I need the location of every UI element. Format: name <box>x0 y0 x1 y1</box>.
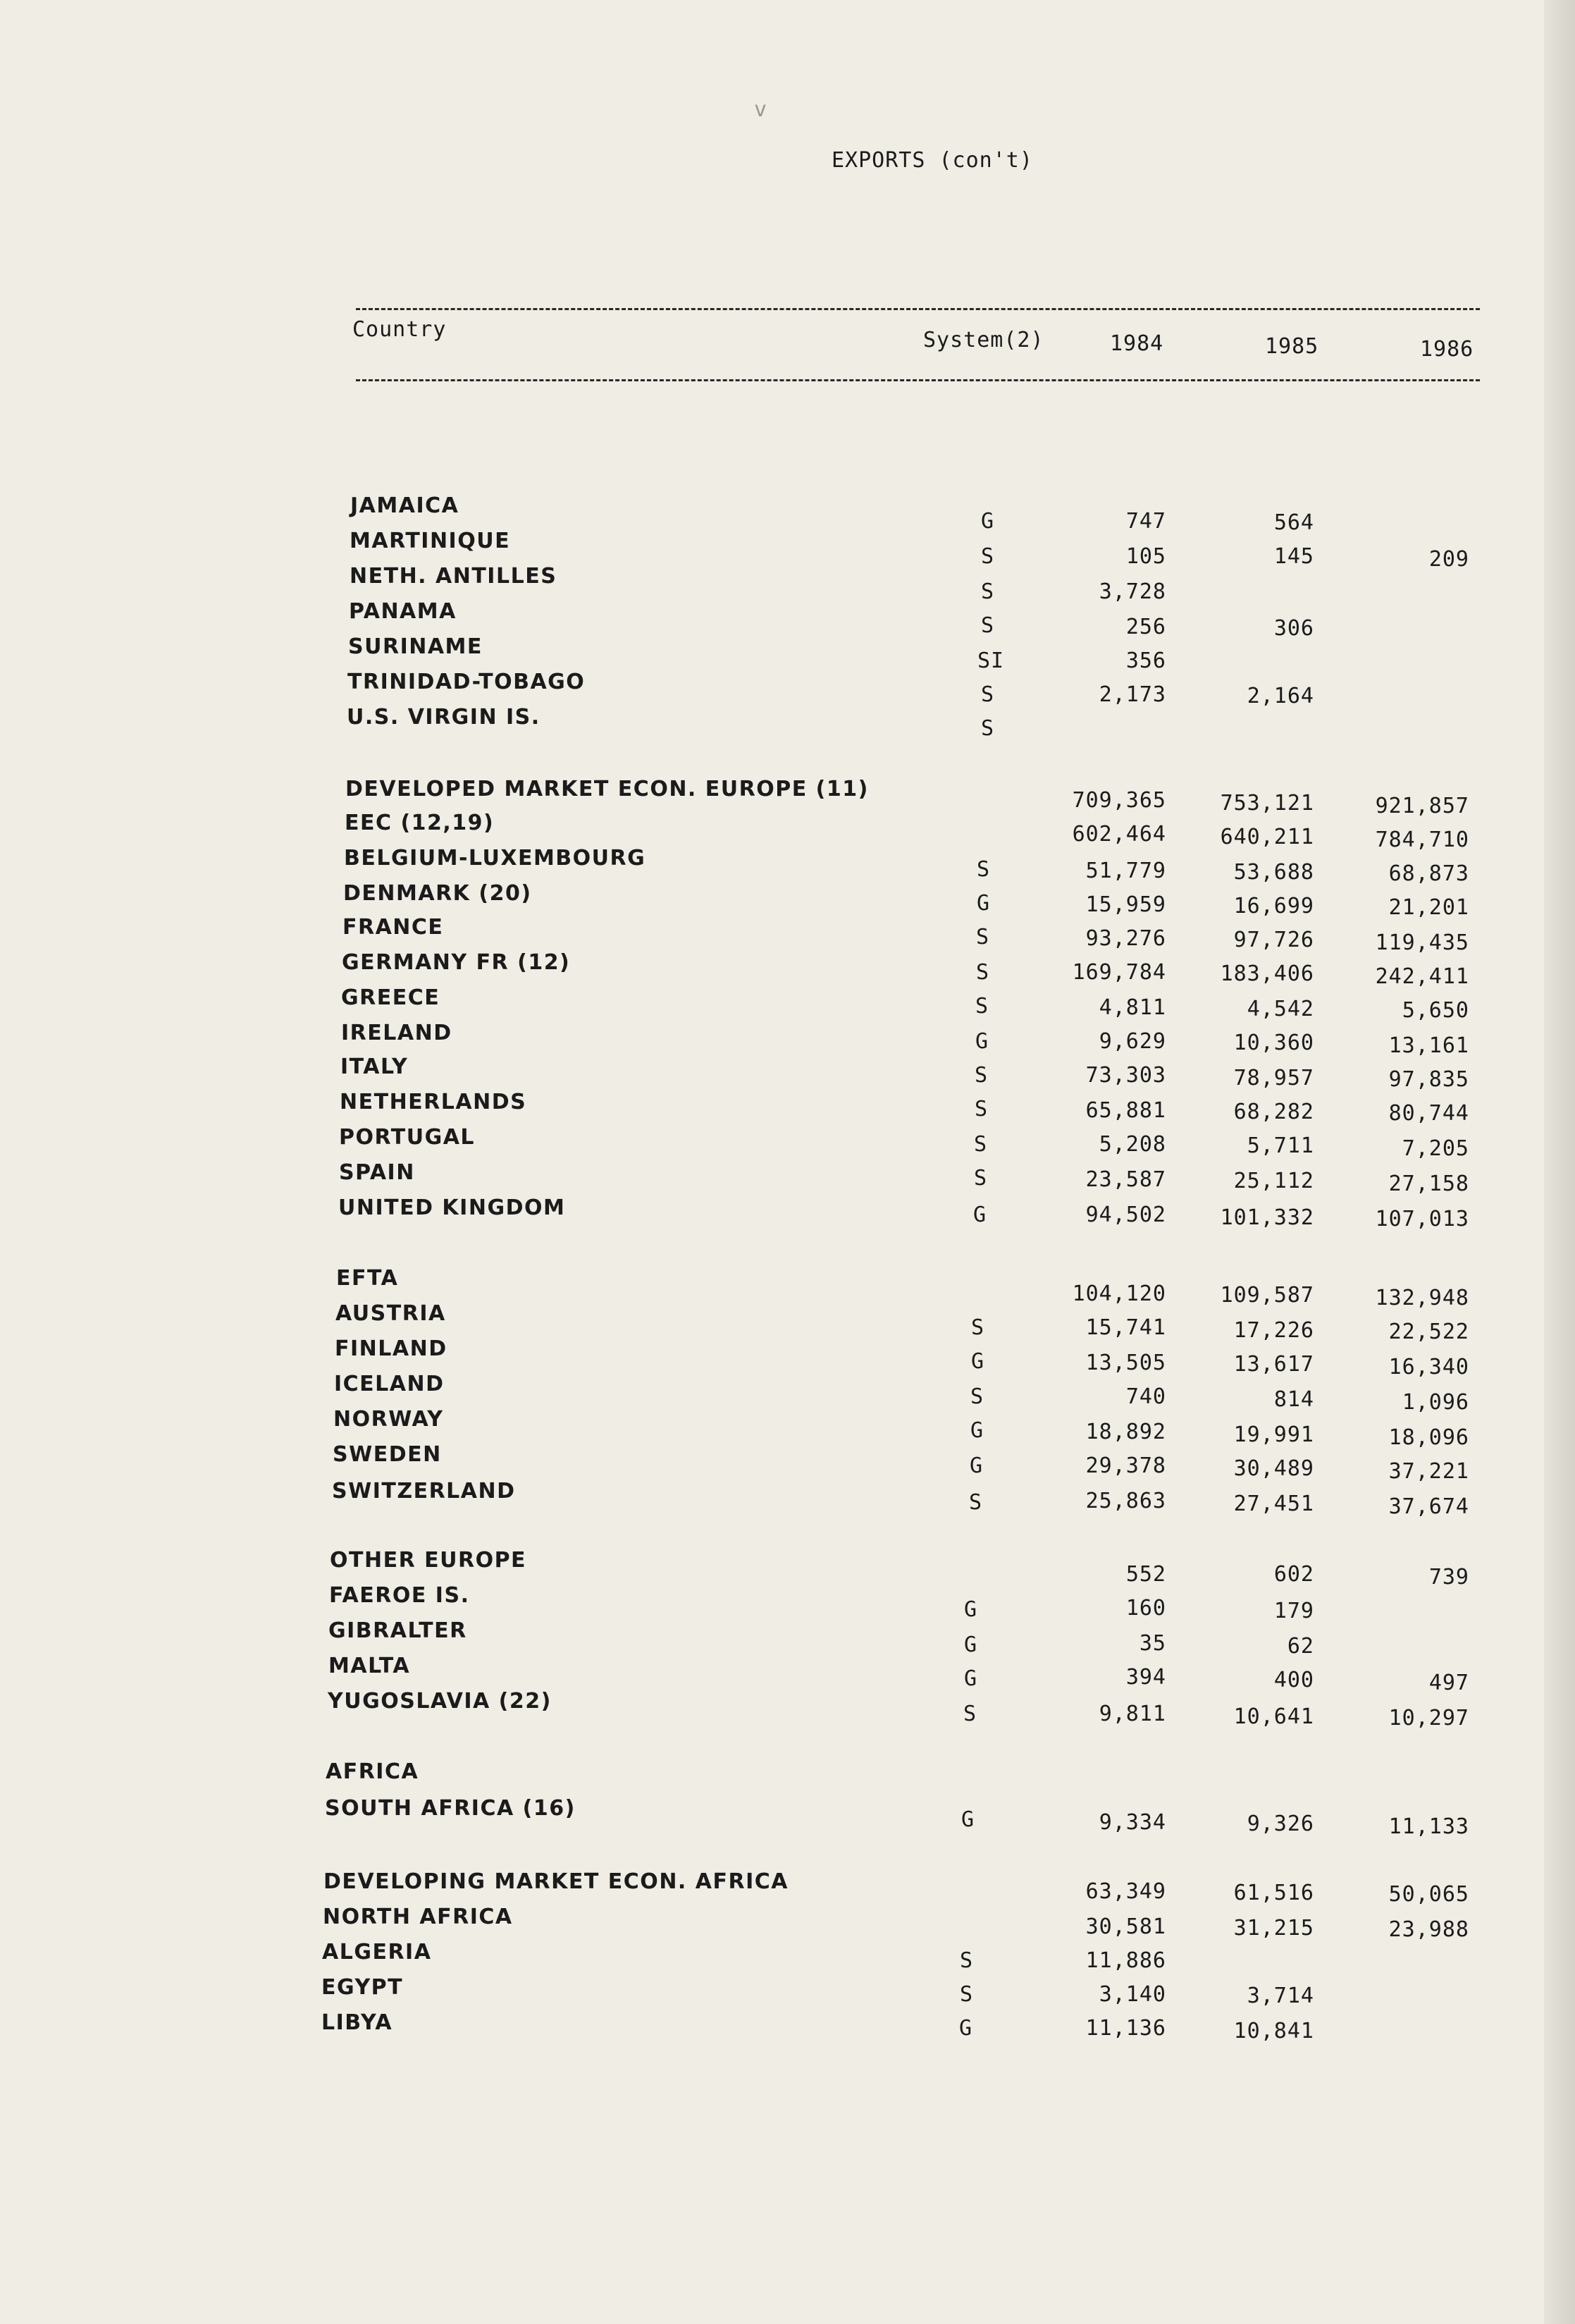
value-1986: 5,650 <box>1402 998 1469 1023</box>
table-row <box>0 564 1575 604</box>
value-1984: 256 <box>1125 615 1166 639</box>
table-row <box>0 1618 1575 1659</box>
country-name: ICELAND <box>334 1372 445 1396</box>
value-1984: 15,741 <box>1085 1315 1166 1340</box>
country-name: SOUTH AFRICA (16) <box>325 1796 576 1821</box>
value-1985: 640,211 <box>1220 825 1314 849</box>
table-row <box>0 1975 1575 2009</box>
value-1984: 394 <box>1125 1665 1166 1690</box>
country-name: AUSTRIA <box>335 1301 446 1326</box>
system-code: S <box>976 925 990 949</box>
value-1985: 25,112 <box>1233 1169 1314 1193</box>
system-code: S <box>977 857 991 882</box>
table-row <box>0 1090 1575 1124</box>
value-1984: 740 <box>1125 1384 1166 1409</box>
value-1986: 50,065 <box>1388 1882 1469 1907</box>
country-name: MARTINIQUE <box>350 529 511 553</box>
value-1985: 68,282 <box>1233 1100 1314 1124</box>
country-name: FAEROE IS. <box>329 1583 470 1608</box>
table-row <box>0 811 1575 852</box>
table-row <box>0 1195 1575 1229</box>
country-name: EGYPT <box>321 1975 404 2000</box>
value-1985: 814 <box>1273 1387 1314 1412</box>
value-1986: 7,205 <box>1402 1136 1469 1161</box>
table-row <box>0 2010 1575 2044</box>
table-row <box>0 634 1575 673</box>
country-name: GERMANY FR (12) <box>342 950 571 975</box>
value-1984: 29,378 <box>1085 1453 1166 1478</box>
value-1986: 37,221 <box>1388 1459 1469 1484</box>
table-row <box>0 1583 1575 1623</box>
value-1985: 62 <box>1287 1634 1314 1659</box>
value-1984: 3,728 <box>1099 579 1166 604</box>
system-code: G <box>975 1029 989 1054</box>
table-row <box>0 670 1575 708</box>
system-code: S <box>976 960 990 985</box>
value-1984: 93,276 <box>1085 926 1166 951</box>
value-1984: 30,581 <box>1085 1914 1166 1939</box>
system-code: S <box>960 1948 974 1973</box>
value-1986: 107,013 <box>1375 1207 1469 1231</box>
value-1984: 11,886 <box>1085 1948 1166 1973</box>
table-row <box>0 1796 1575 1839</box>
table-row <box>0 1689 1575 1730</box>
table-row <box>0 1055 1575 1092</box>
value-1984: 747 <box>1125 509 1166 534</box>
table-row <box>0 705 1575 739</box>
value-1984: 9,629 <box>1099 1029 1166 1054</box>
value-1986: 10,297 <box>1388 1706 1469 1730</box>
country-name: NETH. ANTILLES <box>350 564 557 589</box>
value-1986: 11,133 <box>1388 1814 1469 1839</box>
value-1985: 97,726 <box>1233 928 1314 952</box>
country-name: NETHERLANDS <box>340 1090 527 1114</box>
system-code: G <box>971 1349 985 1374</box>
country-name: OTHER EUROPE <box>330 1548 527 1573</box>
table-row <box>0 846 1575 886</box>
table-row <box>0 1940 1575 1974</box>
header-top-rule <box>356 308 1480 310</box>
system-code: S <box>960 1982 974 2007</box>
table-row <box>0 1905 1575 1942</box>
header-1984: 1984 <box>1110 331 1164 356</box>
value-1985: 183,406 <box>1220 961 1314 986</box>
table-row <box>0 1336 1575 1379</box>
table-row <box>0 1125 1575 1159</box>
system-code: S <box>975 1063 989 1088</box>
table-row <box>0 1869 1575 1907</box>
value-1985: 101,332 <box>1220 1205 1314 1230</box>
system-code: S <box>981 544 995 569</box>
value-1985: 10,641 <box>1233 1704 1314 1729</box>
value-1985: 306 <box>1273 616 1314 641</box>
country-name: SWEDEN <box>333 1442 442 1467</box>
table-row <box>0 1759 1575 1793</box>
country-name: MALTA <box>328 1654 411 1678</box>
table-row <box>0 1266 1575 1310</box>
value-1984: 25,863 <box>1085 1489 1166 1513</box>
value-1985: 10,841 <box>1233 2019 1314 2043</box>
value-1984: 2,173 <box>1099 682 1166 707</box>
value-1985: 3,714 <box>1247 1984 1314 2008</box>
country-name: BELGIUM-LUXEMBOURG <box>344 846 646 871</box>
value-1985: 400 <box>1273 1668 1314 1692</box>
value-1986: 23,988 <box>1388 1917 1469 1942</box>
value-1985: 78,957 <box>1233 1066 1314 1090</box>
value-1986: 1,096 <box>1402 1390 1469 1415</box>
value-1985: 564 <box>1273 510 1314 535</box>
value-1986: 27,158 <box>1388 1172 1469 1196</box>
value-1985: 13,617 <box>1233 1352 1314 1377</box>
system-code: S <box>975 994 989 1019</box>
value-1985: 2,164 <box>1247 684 1314 708</box>
table-row <box>0 1548 1575 1590</box>
value-1984: 11,136 <box>1085 2016 1166 2041</box>
table-row <box>0 1160 1575 1194</box>
country-name: UNITED KINGDOM <box>338 1195 566 1220</box>
value-1984: 63,349 <box>1085 1879 1166 1904</box>
system-code: S <box>981 716 995 741</box>
value-1984: 94,502 <box>1085 1203 1166 1227</box>
value-1984: 23,587 <box>1085 1167 1166 1192</box>
country-name: U.S. VIRGIN IS. <box>347 705 541 730</box>
value-1986: 21,201 <box>1388 895 1469 920</box>
country-name: SURINAME <box>348 634 483 659</box>
system-code: S <box>963 1702 977 1726</box>
value-1984: 73,303 <box>1085 1063 1166 1088</box>
system-code: S <box>981 682 995 707</box>
value-1985: 16,699 <box>1233 894 1314 918</box>
header-1986: 1986 <box>1420 337 1474 362</box>
system-code: S <box>974 1132 988 1157</box>
value-1986: 16,340 <box>1388 1355 1469 1379</box>
value-1984: 104,120 <box>1072 1281 1166 1306</box>
value-1985: 10,360 <box>1233 1031 1314 1055</box>
system-code: G <box>970 1453 984 1478</box>
table-row <box>0 1442 1575 1484</box>
country-name: ALGERIA <box>322 1940 432 1965</box>
country-name: SPAIN <box>339 1160 415 1185</box>
value-1984: 169,784 <box>1072 960 1166 985</box>
country-name: NORWAY <box>333 1407 444 1432</box>
country-name: FINLAND <box>335 1336 447 1361</box>
value-1986: 22,522 <box>1388 1320 1469 1344</box>
value-1985: 9,326 <box>1247 1812 1314 1836</box>
value-1985: 27,451 <box>1233 1492 1314 1516</box>
value-1984: 5,208 <box>1099 1132 1166 1157</box>
page-number: v <box>754 97 767 122</box>
table-row <box>0 1301 1575 1344</box>
header-1985: 1985 <box>1265 334 1319 359</box>
value-1985: 109,587 <box>1220 1283 1314 1308</box>
table-row <box>0 777 1575 818</box>
value-1986: 68,873 <box>1388 861 1469 886</box>
value-1984: 18,892 <box>1085 1420 1166 1444</box>
header-country: Country <box>352 317 447 342</box>
system-code: G <box>959 2016 973 2041</box>
country-name: FRANCE <box>342 915 444 940</box>
table-row <box>0 950 1575 989</box>
country-name: ITALY <box>340 1055 409 1079</box>
value-1985: 30,489 <box>1233 1456 1314 1481</box>
system-code: G <box>964 1597 978 1622</box>
country-name: PORTUGAL <box>339 1125 476 1150</box>
system-code: S <box>974 1166 988 1191</box>
system-code: G <box>964 1633 978 1657</box>
page-title: EXPORTS (con't) <box>832 148 1033 173</box>
table-row <box>0 881 1575 920</box>
value-1985: 145 <box>1273 544 1314 569</box>
value-1986: 119,435 <box>1375 930 1469 955</box>
country-name: LIBYA <box>321 2010 393 2035</box>
country-name: IRELAND <box>341 1021 452 1045</box>
country-name: DENMARK (20) <box>343 881 532 906</box>
value-1984: 709,365 <box>1072 788 1166 813</box>
system-code: G <box>970 1418 984 1443</box>
header-bottom-rule <box>356 379 1480 381</box>
country-name: EFTA <box>336 1266 399 1291</box>
value-1985: 19,991 <box>1233 1422 1314 1447</box>
country-name: SWITZERLAND <box>332 1479 516 1504</box>
country-name: YUGOSLAVIA (22) <box>328 1689 552 1714</box>
country-name: AFRICA <box>326 1759 419 1784</box>
country-name: GIBRALTER <box>328 1618 467 1643</box>
value-1985: 4,542 <box>1247 997 1314 1021</box>
value-1986: 37,674 <box>1388 1494 1469 1519</box>
country-name: DEVELOPING MARKET ECON. AFRICA <box>323 1869 789 1894</box>
value-1986: 209 <box>1428 547 1469 572</box>
system-code: SI <box>977 648 1005 673</box>
value-1985: 753,121 <box>1220 791 1314 816</box>
table-row <box>0 599 1575 641</box>
value-1984: 4,811 <box>1099 995 1166 1020</box>
value-1984: 105 <box>1125 544 1166 569</box>
system-code: S <box>981 579 995 604</box>
country-name: PANAMA <box>349 599 457 624</box>
header-system: System(2) <box>923 328 1044 352</box>
system-code: S <box>975 1097 989 1121</box>
value-1984: 51,779 <box>1085 859 1166 883</box>
value-1984: 9,334 <box>1099 1810 1166 1835</box>
value-1985: 602 <box>1273 1562 1314 1587</box>
system-code: G <box>973 1203 987 1227</box>
value-1984: 15,959 <box>1085 892 1166 917</box>
value-1986: 242,411 <box>1375 964 1469 989</box>
system-code: G <box>981 509 995 534</box>
country-name: NORTH AFRICA <box>323 1905 513 1929</box>
system-code: G <box>961 1807 975 1832</box>
value-1986: 132,948 <box>1375 1286 1469 1310</box>
value-1985: 53,688 <box>1233 860 1314 885</box>
value-1985: 31,215 <box>1233 1916 1314 1941</box>
value-1984: 602,464 <box>1072 822 1166 847</box>
value-1985: 61,516 <box>1233 1881 1314 1905</box>
value-1984: 356 <box>1125 648 1166 673</box>
system-code: S <box>970 1384 984 1409</box>
value-1984: 3,140 <box>1099 1982 1166 2007</box>
table-row <box>0 1021 1575 1058</box>
table-row <box>0 1372 1575 1415</box>
value-1986: 97,835 <box>1388 1067 1469 1092</box>
table-row <box>0 493 1575 535</box>
system-code: S <box>981 613 995 638</box>
table-row <box>0 985 1575 1023</box>
system-code: S <box>971 1315 985 1340</box>
value-1986: 739 <box>1428 1565 1469 1590</box>
value-1986: 13,161 <box>1388 1033 1469 1058</box>
value-1986: 784,710 <box>1375 828 1469 852</box>
system-code: S <box>969 1490 983 1515</box>
value-1986: 497 <box>1428 1671 1469 1695</box>
value-1984: 552 <box>1125 1562 1166 1587</box>
country-name: DEVELOPED MARKET ECON. EUROPE (11) <box>345 777 869 801</box>
table-row <box>0 1654 1575 1695</box>
value-1985: 179 <box>1273 1599 1314 1623</box>
table-row <box>0 529 1575 572</box>
country-name: TRINIDAD-TOBAGO <box>347 670 586 694</box>
system-code: G <box>964 1666 978 1691</box>
table-row <box>0 1407 1575 1450</box>
value-1985: 5,711 <box>1247 1133 1314 1158</box>
value-1984: 35 <box>1139 1631 1166 1656</box>
system-code: G <box>977 891 991 916</box>
value-1984: 9,811 <box>1099 1702 1166 1726</box>
value-1984: 13,505 <box>1085 1351 1166 1375</box>
value-1986: 80,744 <box>1388 1101 1469 1126</box>
value-1986: 921,857 <box>1375 794 1469 818</box>
value-1984: 65,881 <box>1085 1098 1166 1123</box>
value-1984: 160 <box>1125 1596 1166 1621</box>
table-row <box>0 915 1575 955</box>
country-name: GREECE <box>341 985 440 1010</box>
value-1986: 18,096 <box>1388 1425 1469 1450</box>
value-1985: 17,226 <box>1233 1318 1314 1343</box>
country-name: EEC (12,19) <box>345 811 495 835</box>
table-row <box>0 1479 1575 1519</box>
country-name: JAMAICA <box>350 493 459 518</box>
